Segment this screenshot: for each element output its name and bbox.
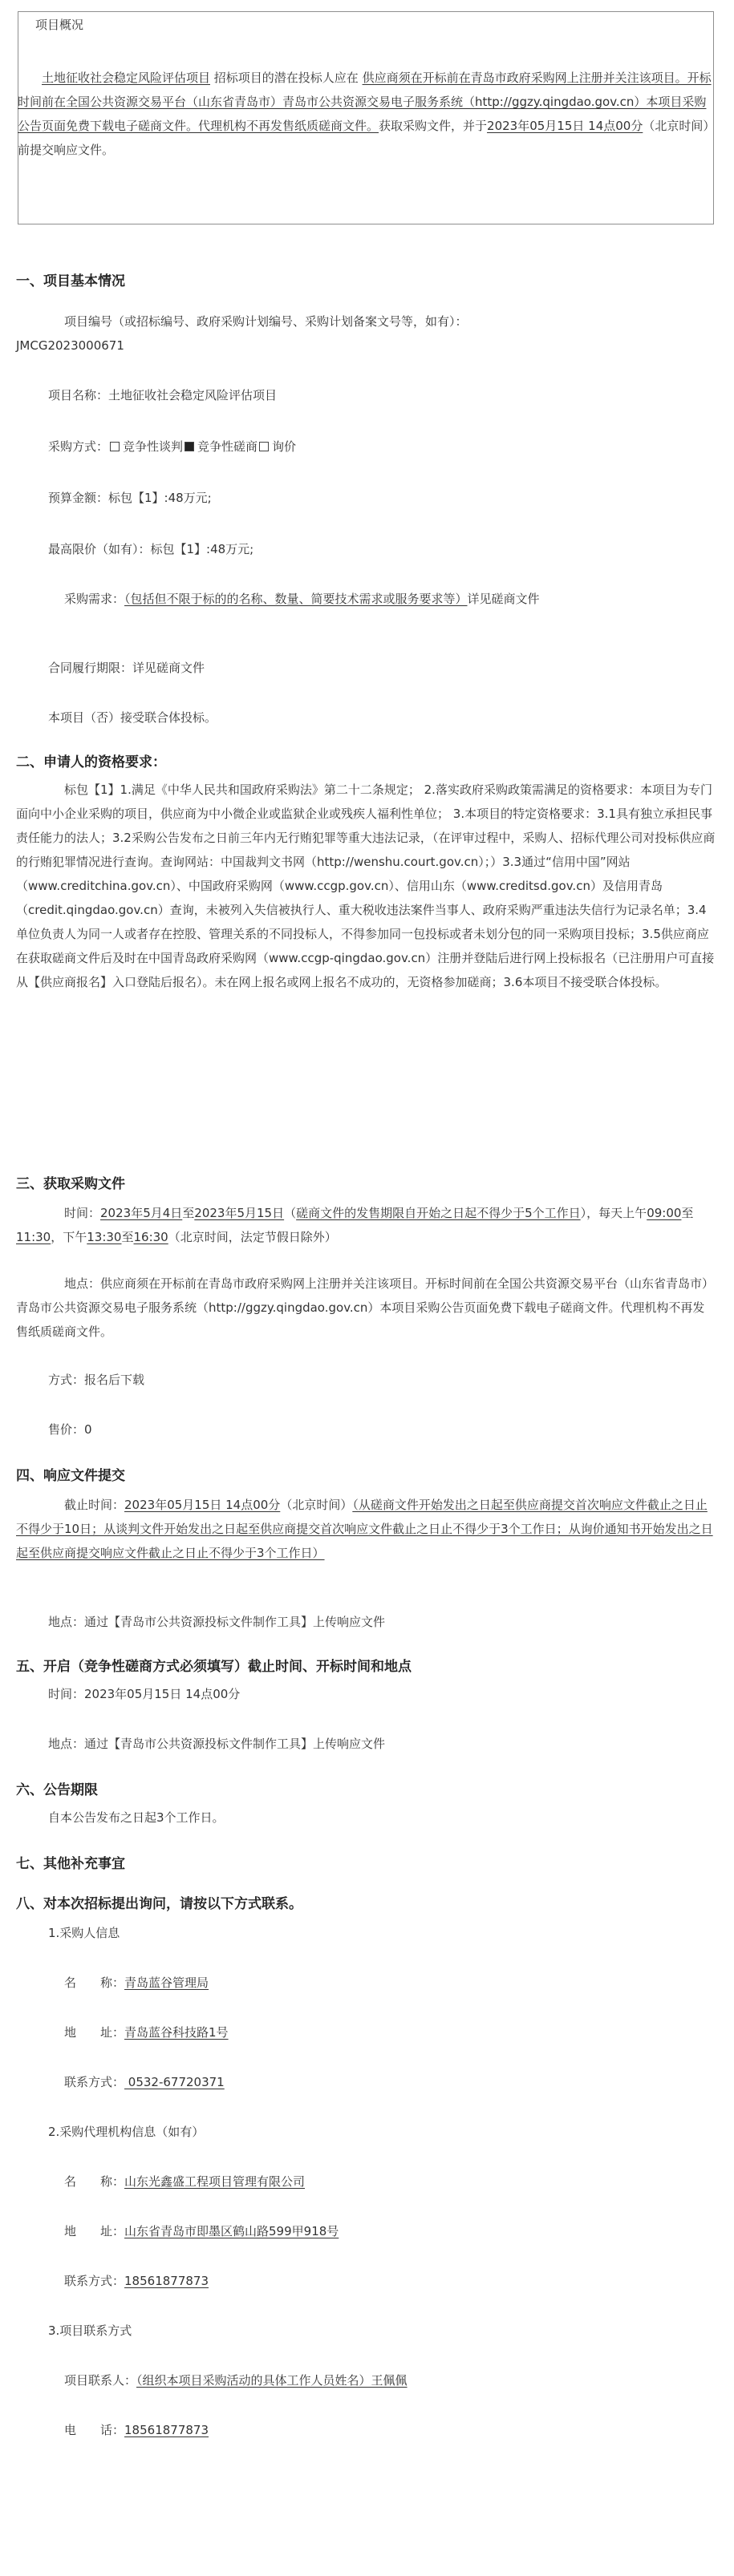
agent-name: [64, 2170, 716, 2194]
procurement-method-options: [108, 439, 296, 454]
section-2-heading: 二、申请人的资格要求：: [16, 754, 166, 770]
buyer-address-label: 地 址：: [64, 2025, 125, 2040]
qualification-text: 标包【1】1.满足《中华人民共和国政府采购法》第二十二条规定； 2.落实政府采购政策需满足的资格要求：本项目为专门面向中小企业采购的项目，供应商为中小微企业或监狱企业或残疾人福利性单位； 3.本项目的特定资格要求：3.1具有独立承担民事责任能力的法人；3.2采购公告发布之日前三年内无行贿犯罪等重大违法记录，（在评审过程中，采购人、招标代理公司对投标供应商的行贿犯罪情况进行查询。查询网站：中国裁判文书网（http://wenshu.court.gov.cn）；）3.3通过“信用中国”网站（www.creditchina.gov.cn）、中国政府采购网（www.ccgp.gov.cn）、信用山东（www.creditsd.gov.cn）及信用青岛（credit.qingdao.gov.cn）查询，未被列入失信被执行人、重大税收违法案件当事人、政府采购严重违法失信行为记录名单；3.4单位负责人为同一人或者存在控股、管理关系的不同投标人，不得参加同一包投标或者未划分包的同一采购项目投标；3.5供应商应在获取磋商文件后及时在中国青岛政府采购网（www.ccgp-qingdao.gov.cn）注册并登陆后进行网上投标报名（已注册用户可直接从【供应商报名】入口登陆后报名）。未在网上报名或网上报名不成功的，无资格参加磋商；3.6本项目不接受联合体投标。: [16, 783, 716, 989]
overview-text-part: （北京时间）前提交响应文件。: [18, 119, 716, 157]
overview-text-part: 2023年05月15日 14点00分: [487, 119, 643, 133]
need-value: （包括但不限于标的的名称、数量、简要技术需求或服务要求等）: [124, 592, 468, 606]
obtain-time-part: 时间：: [64, 1206, 101, 1220]
section-1-heading: 一、项目基本情况: [16, 273, 125, 289]
project-phone-label: 电 话：: [64, 2423, 125, 2437]
buyer-name: [64, 1971, 716, 1995]
section-6-heading: 六、公告期限: [16, 1782, 98, 1798]
procurement-method: [48, 435, 716, 459]
project-name: 项目名称：土地征收社会稳定风险评估项目: [48, 388, 278, 402]
project-person-label: 项目联系人：: [64, 2373, 137, 2388]
opening-time: 时间：2023年05月15日 14点00分: [48, 1687, 241, 1701]
opening-place: 地点：通过【青岛市公共资源投标文件制作工具】上传响应文件: [48, 1737, 386, 1751]
submit-deadline-part: （从磋商文件开始发出之日起至供应商提交首次响应文件截止之日止不得少于10日；从谈判文件开始发出之日起至供应商提交首次响应文件截止之日止不得少于3个工作日；从询价通知书开始发出之日起至供应商提交响应文件截止之日止不得少于3个工作日）: [16, 1498, 713, 1560]
consortium-note: 本项目（否）接受联合体投标。: [48, 710, 217, 725]
submit-deadline-part: 截止时间：: [64, 1498, 125, 1512]
obtain-time-part: 至: [121, 1230, 134, 1244]
project-phone-value: 18561877873: [124, 2423, 209, 2437]
buyer-address-value: 青岛蓝谷科技路1号: [124, 2025, 229, 2040]
project-person-value: （组织本项目采购活动的具体工作人员姓名）王佩佩: [136, 2373, 408, 2388]
obtain-place: 地点：供应商须在开标前在青岛市政府采购网上注册并关注该项目。开标时间前在全国公共资源交易平台（山东省青岛市）青岛市公共资源交易电子服务系统（http://ggzy.qingdao.gov.cn）本项目采购公告页面免费下载电子磋商文件。代理机构不再发售纸质磋商文件。: [16, 1276, 715, 1339]
section-7-heading: 七、其他补充事宜: [16, 1856, 125, 1872]
obtain-time-part: （北京时间，法定节假日除外）: [168, 1230, 337, 1244]
obtain-time-part: 11:30: [16, 1230, 51, 1244]
obtain-time-part: 09:00: [647, 1206, 682, 1220]
need-label: 采购需求：: [64, 592, 125, 606]
overview-text-part: 获取采购文件，并于: [379, 119, 488, 133]
method-option-label: 询价: [272, 439, 297, 454]
submit-deadline: [16, 1493, 716, 1565]
unchecked-box-icon: [110, 442, 120, 451]
max-price: 最高限价（如有）：标包【1】:48万元;: [48, 542, 254, 556]
method-option: [183, 439, 258, 454]
agent-contact: [64, 2269, 716, 2293]
obtain-time-part: 至: [681, 1206, 694, 1220]
unchecked-box-icon: [259, 442, 269, 451]
project-code-label: 项目编号（或招标编号、政府采购计划编号、采购计划备案文号等，如有）：: [64, 314, 468, 329]
obtain-time-part: ），每天上午: [580, 1206, 647, 1220]
section-3-heading: 三、获取采购文件: [16, 1176, 125, 1192]
obtain-time-part: 2023年5月15日: [194, 1206, 285, 1220]
agent-address-value: 山东省青岛市即墨区鹤山路599甲918号: [124, 2224, 339, 2238]
agent-address: [64, 2219, 716, 2243]
obtain-time-part: 磋商文件的发售期限自开始之日起不得少于5个工作日: [296, 1206, 581, 1220]
method-option: [108, 439, 183, 454]
buyer-contact-value: 0532-67720371: [124, 2075, 225, 2089]
overview-title: 项目概况: [35, 18, 84, 32]
obtain-price: 售价：0: [48, 1422, 92, 1437]
notice-period: 自本公告发布之日起3个工作日。: [48, 1810, 225, 1825]
submit-deadline-part: （北京时间）: [280, 1498, 353, 1512]
project-contact-heading: 3.项目联系方式: [48, 2323, 132, 2338]
obtain-method: 方式：报名后下载: [48, 1373, 145, 1387]
obtain-time-part: 2023年5月4日: [100, 1206, 183, 1220]
overview-text-part: 招标项目的潜在投标人应在: [210, 71, 363, 85]
method-option: [258, 439, 296, 454]
obtain-time: [16, 1201, 716, 1249]
budget-amount: 预算金额：标包【1】:48万元;: [48, 491, 212, 505]
overview-text-part: 供应商须在开标前在青岛市政府采购网上注册并关注该项目。开标时间前在全国公共资源交易平台（山东省青岛市）青岛市公共资源交易电子服务系统（http://ggzy.qingdao.gov.cn）本项目采购公告页面免费下载电子磋商文件。代理机构不再发售纸质磋商文件。: [18, 71, 712, 133]
agent-name-value: 山东光鑫盛工程项目管理有限公司: [124, 2174, 306, 2189]
obtain-time-part: 13:30: [87, 1230, 122, 1244]
checked-box-icon: [185, 442, 194, 451]
procurement-method-label: 采购方式：: [48, 439, 109, 454]
agent-name-label: 名 称：: [64, 2174, 125, 2189]
project-contact-person: [64, 2368, 716, 2392]
agent-heading: 2.采购代理机构信息（如有）: [48, 2125, 205, 2139]
buyer-name-value: 青岛蓝谷管理局: [124, 1975, 209, 1990]
method-option-label: 竞争性磋商: [197, 439, 258, 454]
section-4-heading: 四、响应文件提交: [16, 1468, 125, 1484]
overview-text-part: 土地征收社会稳定风险评估项目: [42, 71, 211, 85]
contract-period: 合同履行期限：详见磋商文件: [48, 661, 205, 675]
method-option-label: 竞争性谈判: [123, 439, 184, 454]
section-5-heading: 五、开启（竞争性磋商方式必须填写）截止时间、开标时间和地点: [16, 1659, 412, 1675]
obtain-time-part: 16:30: [133, 1230, 168, 1244]
agent-contact-label: 联系方式：: [64, 2274, 125, 2288]
buyer-address: [64, 2020, 716, 2044]
submit-deadline-part: 2023年05月15日 14点00分: [124, 1498, 281, 1512]
buyer-contact-label: 联系方式：: [64, 2075, 125, 2089]
obtain-time-part: （: [284, 1206, 297, 1220]
obtain-time-part: ，下午: [51, 1230, 87, 1244]
section-8-heading: 八、对本次招标提出询问，请按以下方式联系。: [16, 1896, 302, 1912]
need-suffix: 详见磋商文件: [467, 592, 540, 606]
project-code-value: JMCG2023000671: [16, 338, 124, 353]
buyer-heading: 1.采购人信息: [48, 1926, 120, 1940]
buyer-contact: [64, 2070, 716, 2094]
agent-address-label: 地 址：: [64, 2224, 125, 2238]
project-contact-phone: [64, 2418, 716, 2442]
obtain-time-part: 至: [182, 1206, 195, 1220]
procurement-need: [16, 587, 716, 611]
agent-contact-value: 18561877873: [124, 2274, 209, 2288]
buyer-name-label: 名 称：: [64, 1975, 125, 1990]
overview-text: [18, 66, 716, 162]
submit-place: 地点：通过【青岛市公共资源投标文件制作工具】上传响应文件: [48, 1615, 386, 1629]
